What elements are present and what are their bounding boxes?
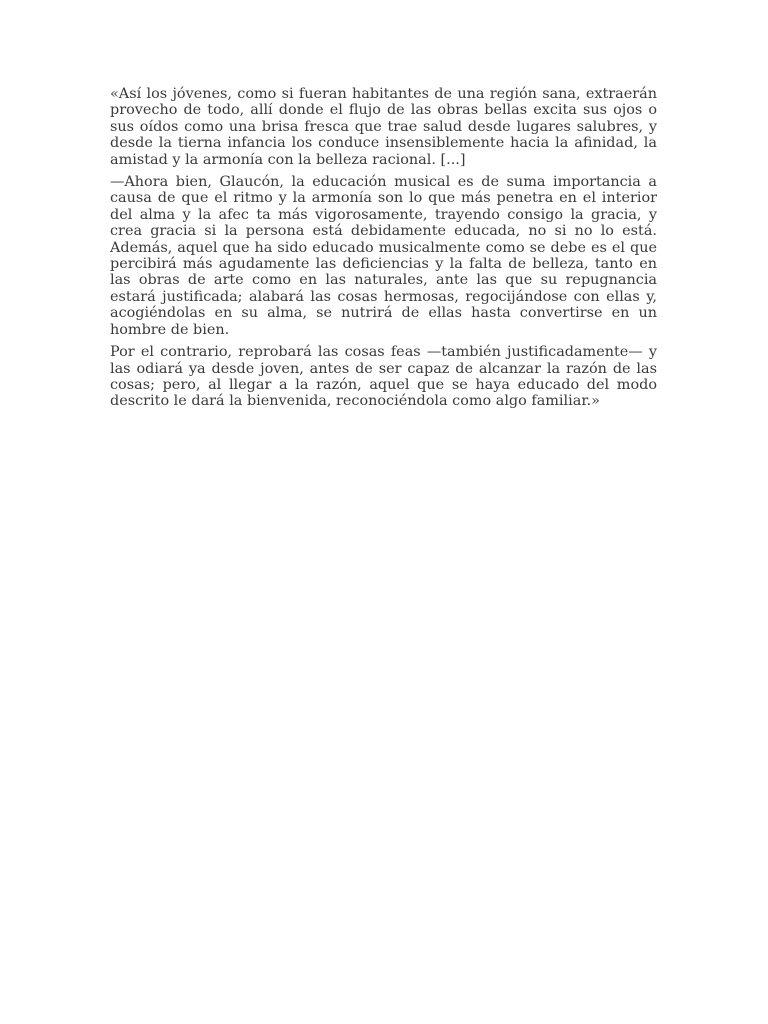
paragraph-3: Por el contrario, reprobará las cosas feas —también justificadamente— y las odiará ya desde joven, antes de ser capaz de alcanzar la razón de las cosas; pero, al llegar a la razón, aquel que se haya educado del modo descrito le dará la bienvenida, reconociéndola como algo familiar.» xyxy=(110,344,657,410)
document-page xyxy=(110,86,657,416)
paragraph-2: —Ahora bien, Glaucón, la educación musical es de suma importancia a causa de que el ritmo y la armonía son lo que más penetra en el interior del alma y la afec ta más vigorosamente, trayendo consigo la gracia, y crea gracia si la persona está debidamente educada, no si no lo está. Además, aquel que ha sido educado musicalmente como se debe es el que percibirá más agudamente las deficiencias y la falta de belleza, tanto en las obras de arte como en las naturales, ante las que su repugnancia estará justificada; alabará las cosas hermosas, regocijándose con ellas y, acogiéndolas en su alma, se nutrirá de ellas hasta convertirse en un hombre de bien. xyxy=(110,174,657,338)
paragraph-1: «Así los jóvenes, como si fueran habitantes de una región sana, extraerán provecho de todo, allí donde el flujo de las obras bellas excita sus ojos o sus oídos como una brisa fresca que trae salud desde lugares salubres, y desde la tierna infancia los conduce insensiblemente hacia la afinidad, la amistad y la armonía con la belleza racional. [...] xyxy=(110,86,657,168)
